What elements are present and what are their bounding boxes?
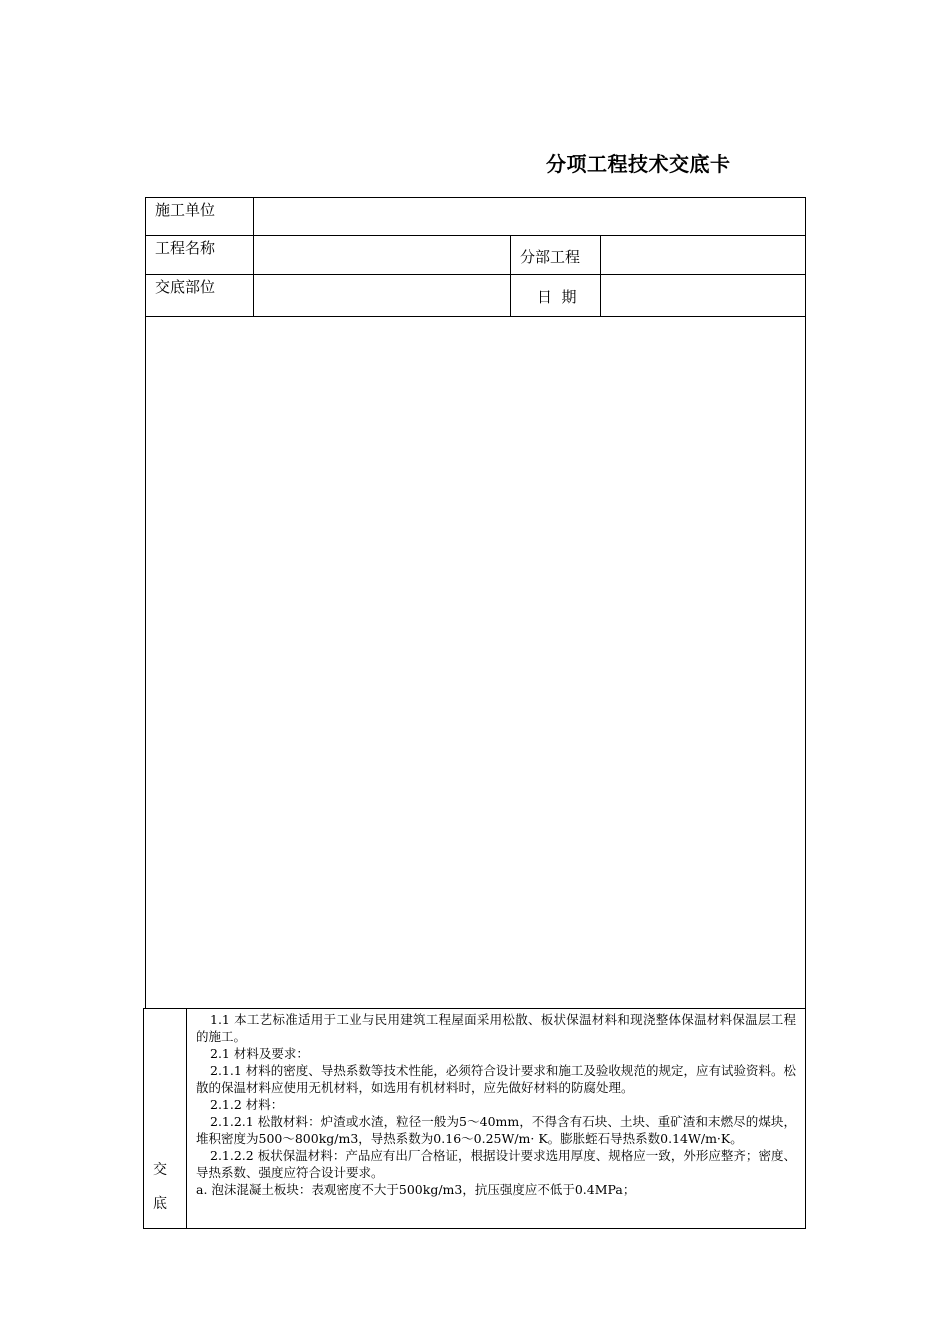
disclosure-part-label: 交底部位 [155, 278, 216, 296]
sub-project-value[interactable] [610, 248, 796, 270]
disclosure-side-label-1: 交 [153, 1162, 167, 1178]
paragraph-2-1-2-1: 2.1.2.1 松散材料：炉渣或水渣，粒径一般为5～40mm，不得含有石块、土块、重矿渣和末燃尽的煤块，堆积密度为500～800kg/m3，导热系数为0.16～0.25W/m· K。膨胀蛭石导热系数0.14W/m·K。 [196, 1114, 796, 1146]
project-name-label: 工程名称 [155, 239, 216, 257]
construction-unit-value[interactable] [262, 201, 792, 223]
paragraph-2-1-2-2: 2.1.2.2 板状保温材料：产品应有出厂合格证，根据设计要求选用厚度、规格应一致，外形应整齐；密度、导热系数、强度应符合设计要求。 [196, 1148, 796, 1180]
blank-content-area [145, 316, 806, 1009]
paragraph-2-1-1: 2.1.1 材料的密度、导热系数等技术性能，必须符合设计要求和施工及验收规范的规定，应有试验资料。松散的保温材料应使用无机材料，如选用有机材料时，应先做好材料的防腐处理。 [196, 1063, 796, 1095]
disclosure-side-label-2: 底 [153, 1196, 167, 1212]
disclosure-col-divider [186, 1008, 187, 1229]
disclosure-part-value[interactable] [262, 278, 502, 300]
paragraph-2-1: 2.1 材料及要求： [210, 1046, 309, 1061]
date-value[interactable] [610, 288, 796, 310]
paragraph-1-1: 1.1 本工艺标准适用于工业与民用建筑工程屋面采用松散、板状保温材料和现浇整体保温材料保温层工程的施工。 [196, 1012, 796, 1044]
project-name-value[interactable] [262, 239, 502, 261]
header-row-divider-1 [145, 235, 806, 236]
disclosure-content [196, 1011, 796, 1198]
header-col-divider-2 [510, 235, 511, 317]
page-title: 分项工程技术交底卡 [546, 152, 731, 176]
header-row-divider-2 [145, 274, 806, 275]
paragraph-a: a. 泡沫混凝土板块：表观密度不大于500kg/m3，抗压强度应不低于0.4MPa； [196, 1182, 636, 1197]
date-label: 日 期 [537, 288, 577, 306]
construction-unit-label: 施工单位 [155, 201, 216, 219]
header-col-divider-1 [253, 197, 254, 317]
paragraph-2-1-2: 2.1.2 材料： [210, 1097, 284, 1112]
header-col-divider-3 [600, 235, 601, 317]
sub-project-label: 分部工程 [520, 248, 581, 266]
